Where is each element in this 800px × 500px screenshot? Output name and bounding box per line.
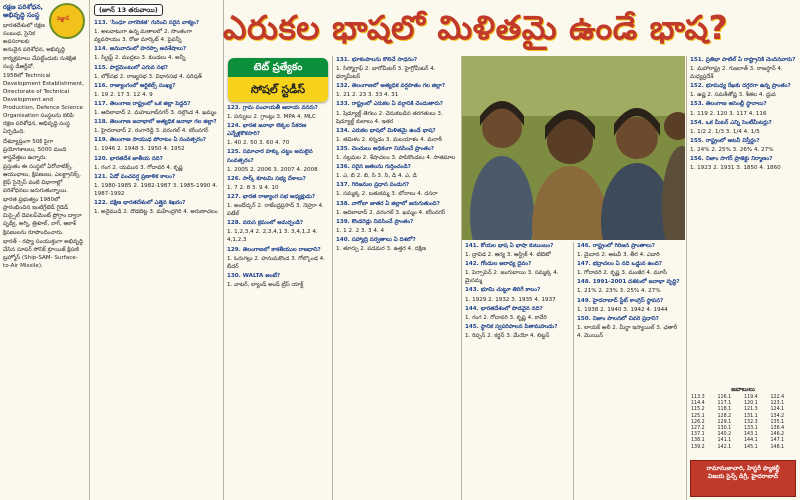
author-affiliation: విజయ సైన్స్ డిగ్రీ, హైదరాబాద్ [707,473,779,480]
question-text: 141. కోయల భాష ఏ భాషా కుటుంబం? [465,243,554,249]
answer-cell: 144.1 [744,438,758,444]
answer-cell: 116.1 [717,395,732,400]
question-options: 1. ఉష్ణ 2. సమశీతోష్ణ 3. శీతల 4. ధ్రువ [690,92,776,99]
question-text: 119. తెలంగాణ సాయుధ పోరాటం ఏ సంవత్సరం? [94,137,207,144]
continuation-chip: (జూన్ 13 తరువాయి) [94,4,163,16]
answer-cell: 145.1 [744,444,758,450]
question-text: 140. సహ్యాద్రి పర్వతాలు ఏ దిశలో? [336,236,416,243]
question-list [227,104,329,289]
question-options: 1. 40 2. 50 3. 60 4. 70 [227,140,290,147]
answer-cell: 113.3 [691,395,705,400]
question-text: 128. వరుస క్రమంలో అమర్చండి? [227,220,304,227]
side-paragraph: భారత ప్రభుత్వం 1980లో ప్రారంభించిన ఇంటిగ్రేటెడ్ గైడెడ్ మిస్సైల్ డెవలప్‌మెంట్ ప్రోగ్రాం ద్వారా పృథ్వీ, అగ్ని, త్రిశూల్, నాగ్, ఆకాశ్ క్షిపణులను రూపొందించారు. [3,197,82,236]
question-text: 114. అనువాదంలో హరప్పా అవశేషాలు? [94,46,187,53]
answer-cell: 121.3 [744,407,758,413]
questions-column-5 [462,242,572,500]
question-text: 154. ఒక మీటర్ ఎన్ని సెంటీమీటర్లు? [690,119,772,126]
question-options: 1. తమిళం 2. కన్నడం 3. మలయాళం 4. మరాఠీ [336,136,442,143]
question-options: 1. 119 2. 120 3. 117 4. 116 [690,110,767,117]
question-text: 137. గిరిజనుల ప్రధాన పండుగ? [336,182,410,189]
side-column [0,0,88,500]
tribal-women-photo [462,56,685,240]
question-text: 144. భారతదేశంలో పొడవైన నది? [465,305,543,312]
question-options: 1. పెర్సాపెన్ 2. జంగుబాయి 3. సమ్మక్క 4. మైసమ్మ [465,270,559,285]
answer-cell: 132.3 [744,419,758,425]
question-text: 142. గోండుల ఆరాధ్య దైవం? [465,261,532,268]
side-paragraph: ప్రస్తుతం ఈ సంస్థలో ఏరోనాటిక్స్, ఆయుధాలు, క్షిపణులు, ఎలక్ట్రానిక్స్, లైఫ్ సైన్సెస్ వంటి విభాగాల్లో పరిశోధనలు జరుగుతున్నాయి. [3,163,81,195]
question-text: 127. భారత రాజ్యాంగ సభ అధ్యక్షుడు? [227,193,316,200]
question-options: 1. 1929 2. 1932 3. 1935 4. 1937 [465,296,556,303]
question-options: 1. 1,2,3,4 2. 2,3,4,1 3. 3,4,1,2 4. 4,1,2,3 [227,229,318,244]
question-text: 113. 'సింధూ నాగరికత' గురించి సరైన వాక్యం? [94,20,200,27]
question-options: 1. అలవాటుగా ఉన్న మతాలలో 2. సొంతంగా వ్యవసాయం 3. రోజు మార్కెట్ 4. పైవన్నీ [94,29,192,44]
question-list [336,56,458,253]
question-text: 139. కొండరెడ్లు నివసించే ప్రాంతం? [336,218,414,225]
question-options: 1. 21% 2. 23% 3. 25% 4. 27% [577,288,661,295]
answer-cell: 125.1 [691,413,705,419]
question-options: 1. 2005 2. 2006 3. 2007 4. 2008 [227,166,318,173]
question-text: 148. 1991-2001 దశకంలో జనాభా వృద్ధి? [577,279,680,286]
questions-column-6 [574,242,686,500]
question-options: 1. 1980-1985 2. 1982-1987 3. 1985-1990 4. 1987-1992 [94,182,218,197]
question-options: 1. గంగ 2. గోదావరి 3. కృష్ణ 4. కావేరి [465,314,547,321]
questions-column-4 [333,56,461,500]
question-list [465,242,569,340]
answer-cell: 129.1 [717,419,732,425]
question-options: 1. లాయక్ అలీ 2. మీర్జా ఇస్మాయిల్ 3. ఛతారీ 4. మొయిన్ [577,324,678,339]
answer-cell: 147.1 [770,438,785,444]
answer-cell: 135.1 [770,419,785,425]
question-options: 1. సిస్మోగ్రాఫ్ 2. బారోమీటర్ 3. హైగ్రోమీటర్ 4. థర్మామీటర్ [336,66,436,81]
question-text: 126. సార్క్ కూటమి సభ్య దేశాలు? [227,175,306,182]
question-text: 155. రాష్ట్రంలో అటవీ విస్తీర్ణం? [690,137,760,144]
question-options: 1. అంబేద్కర్ 2. రాజేంద్రప్రసాద్ 3. నెహ్రూ 4. పటేల్ [227,203,324,218]
answer-cell: 117.1 [717,401,732,407]
question-text: 146. రాష్ట్రంలో గిరిజన ప్రాంతాలు? [577,243,655,249]
page-title: ఎరుకల భాషలో మిళితమై ఉండే భాష? [223,8,729,47]
question-options: 1. 1946 2. 1948 3. 1950 4. 1952 [94,146,185,153]
answer-cell: 148.1 [770,444,785,450]
question-text: 147. భద్రాచలం ఏ నది ఒడ్డున ఉంది? [577,261,663,268]
answer-cell: 126.2 [691,419,705,425]
question-text: 116. రాజ్యాంగంలో ఆర్టికల్స్ సంఖ్య? [94,82,176,89]
question-options: 1. 19 2. 17 3. 12 4. 9 [94,91,153,98]
answer-cell: 139.2 [691,444,705,450]
question-text: 132. తెలంగాణలో అత్యధిక వర్షపాతం గల జిల్లా? [336,83,446,90]
author-name: రామానుజాచారి, హిస్టరీ ఫ్యాకల్టీ [706,465,780,472]
answer-cell: 133.1 [744,426,758,432]
badge-line-1: టెట్ ప్రత్యేకం [228,58,328,77]
question-options: 1. లోక్‌సభ 2. రాజ్యసభ 3. విధానసభ 4. పరిషత్ [94,73,202,80]
question-text: 123. గ్రామ పంచాయతీ ఆదాయ వనరు? [227,105,318,111]
answer-cell: 119.4 [744,395,758,400]
answer-cell: 138.1 [691,438,705,444]
side-column-title: రక్షణ పరిశోధన, అభివృద్ధి సంస్థ [3,3,44,20]
answer-cell: 140.2 [717,432,732,438]
answer-row [690,445,796,451]
badge-line-2: సోషల్ స్టడీస్ [228,77,328,102]
question-options: 1. సమ్మక్క 2. బతుకమ్మ 3. బోనాలు 4. దసరా [336,191,438,198]
question-list [577,242,683,340]
question-text: 130. WALTA అంటే? [227,272,281,279]
question-options: 1. రిప్పన్ 2. కర్జన్ 3. మేయో 4. లిట్టన్ [465,332,550,339]
question-list [690,56,797,172]
answer-cell: 123.1 [770,401,785,407]
answer-cell: 134.2 [770,413,785,419]
question-text: 138. నాగోబా జాతర ఏ జిల్లాలో జరుగుతుంది? [336,200,440,207]
answer-cell: 115.2 [691,407,705,413]
question-text: 125. సమాచార హక్కు చట్టం అమలైన సంవత్సరం? [227,149,313,164]
question-options: 1. గోదావరి 2. కృష్ణ 3. మంజీర 4. మూసీ [577,270,667,277]
answer-cell: 146.2 [770,432,785,438]
question-text: 122. దక్షిణ భారతదేశంలో ఎత్తైన శిఖరం? [94,199,186,206]
question-options: 1. గంగ 2. యమున 3. గోదావరి 4. కృష్ణ [94,164,183,171]
answer-cell: 143.1 [744,432,758,438]
question-options: 1. 7 2. 8 3. 9 4. 10 [227,184,279,191]
question-text: 149. హైదరాబాద్ స్టేట్ కాంగ్రెస్ స్థాపన? [577,297,664,304]
answer-key-title: జవాబులు [731,386,755,393]
question-text: 115. పార్లమెంటులో ఎగువ సభ? [94,64,169,71]
question-text: 120. భారతదేశ జాతీయ నది? [94,155,163,162]
answer-cell: 130.1 [717,426,732,432]
question-text: 133. రాష్ట్రంలో ఎరుకల ఏ వర్గానికి చెందుతారు? [336,101,444,108]
answer-cell: 120.1 [744,401,758,407]
question-text: 121. ఏడో పంచవర్ష ప్రణాళిక కాలం? [94,173,176,180]
question-options: 1. ఎ, బి 2. బి, సి 3. సి, డి 4. ఎ, డి [336,173,417,180]
answer-cell: 141.1 [717,438,732,444]
questions-column-2 [90,0,222,500]
question-text: 153. తెలంగాణ అసెంబ్లీ స్థానాలు? [690,101,767,108]
question-text: 134. ఎరుకల భాషలో మిళితమై ఉండే భాష? [336,127,436,134]
question-text: 124. భారత జనాభా లెక్కల సేకరణ ఎన్నేళ్లకొకసారి? [227,123,307,138]
question-text: 136. సరైన జతలను గుర్తించండి? [336,164,411,171]
answer-cell: 127.2 [691,426,705,432]
answer-cell: 142.1 [717,444,732,450]
question-text: 118. తెలంగాణ జనాభాలో అత్యధిక జనాభా గల జిల్లా? [94,119,217,126]
question-options: 1. 1/2 2. 1/3 3. 1/4 4. 1/5 [690,128,760,135]
question-options: 1. తూర్పు 2. పడమర 3. ఉత్తర 4. దక్షిణ [336,245,427,252]
answer-cell: 131.1 [744,413,758,419]
question-options: 1. అనైముడి 2. దొడబెట్ట 3. మహేంద్రగిరి 4. అరుణాచలం [94,209,218,216]
answer-table [690,395,796,451]
question-options: 1. 1 2. 2 3. 3 4. 4 [336,227,385,234]
question-text: 150. నిజాం పాలనలో చివరి ప్రధాని? [577,315,659,322]
photo-illustration [462,56,685,240]
question-text: 151. ప్రతిభా పాటిల్ ఏ రాష్ట్రానికి చెందినవారు? [690,57,796,63]
question-options: 1. 24% 2. 25% 3. 26% 4. 27% [690,146,774,153]
answer-cell: 118.1 [717,407,732,413]
question-list [94,19,218,216]
answer-cell: 114.4 [691,401,705,407]
question-options: 1. 1938 2. 1940 3. 1942 4. 1944 [577,306,668,313]
question-options: 1. స్క్రిప్ట్ 2. ముద్రలు 3. కుండలు 4. అన్నీ [94,55,186,62]
answer-cell: 128.2 [717,413,732,419]
answer-key [690,386,796,458]
side-paragraph: 1958లో Technical Development Establishment, Directorate of Technical Development and Production, Defence Science Organisation సంస్థలను కలిపి రక్షణ పరిశోధన, అభివృద్ధి సంస్థ ఏర్పడింది. [3,72,85,136]
question-options: 1. వాటర్, ల్యాండ్ అండ్ ట్రీస్ యాక్ట్ [227,281,304,288]
logo-icon: విజ్ఞాన్ [49,3,85,39]
answer-cell: 122.4 [770,395,785,400]
side-paragraph: భారతదేశంలో రక్షణ సంబంధ, సైనిక అవసరాలకు అనువైన పరిశోధన, అభివృద్ధి కార్యక్రమాలు చేపట్టేందుకు సుశిక్షిత సంస్థ డీఆర్డీవో. [3,23,77,70]
question-text: 143. భూమి చుట్టూ తిరిగే కాలం? [465,287,541,294]
question-options: 1. షెడ్యూల్డ్ తెగలు 2. వెనుకబడిన తరగతులు 3. షెడ్యూల్డ్ కులాలు 4. ఇతర [336,110,443,125]
question-text: 135. చెంచులు అధికంగా నివసించే ప్రాంతం? [336,145,434,152]
question-options: 1. ద్రావిడ 2. ఆర్య 3. ఆస్ట్రిక్ 4. టిబెటో [465,252,551,259]
question-options: 1. 21 2. 23 3. 33 4. 31 [336,92,399,99]
question-options: 1. మహారాష్ట్ర 2. గుజరాత్ 3. రాజస్థాన్ 4. మధ్యప్రదేశ్ [690,66,783,81]
section-badge [228,58,328,102]
answer-cell: 136.4 [770,426,785,432]
answer-cell: 124.1 [770,407,785,413]
question-options: 1. 1923 2. 1931 3. 1850 4. 1860 [690,165,781,172]
side-paragraph: భారత్ - రష్యా సంయుక్తంగా అభివృద్ధి చేసిన సూపర్ సోనిక్ క్రూయిజ్ క్షిపణి బ్రహ్మోస్ (Ship-SAM- Surface-to-Air Missile). [3,238,83,269]
question-options: 1. ఆదిలాబాద్ 2. వరంగల్ 3. ఖమ్మం 4. కరీంనగర్ [336,209,446,216]
question-options: 1. మైదాన 2. అటవీ 3. తీర 4. ఎడారి [577,252,660,259]
question-options: 1. నల్లమల 2. శేషాచలం 3. పాపికొండలు 4. సాతమాల [336,155,456,162]
question-options: 1. ఆదిలాబాద్ 2. మహబూబ్‌నగర్ 3. నల్గొండ 4. ఖమ్మం [94,110,217,117]
question-text: 145. స్థానిక స్వపరిపాలన పితామహుడు? [465,323,558,330]
question-text: 131. భూకంపాలను కొలిచే సాధనం? [336,57,418,63]
question-text: 152. భూమధ్య రేఖకు దగ్గరగా ఉన్న ప్రాంతం? [690,83,791,90]
questions-column-3 [224,104,332,500]
side-paragraph: దేశవ్యాప్తంగా 50కి పైగా ప్రయోగశాలలు, 5000 మంది శాస్త్రవేత్తలు ఉన్నారు. [3,138,67,161]
question-options: 1. హైదరాబాద్ 2. రంగారెడ్డి 3. వరంగల్ 4. కరీంనగర్ [94,128,209,135]
answer-cell: 137.1 [691,432,705,438]
question-text: 117. తెలంగాణ రాష్ట్రంలో ఒక జిల్లా పెద్దది? [94,100,191,107]
author-credit [690,460,796,497]
question-text: 129. తెలంగాణలో కాకతీయుల రాజధాని? [227,246,321,253]
question-options: 1. పన్నులు 2. గ్రాంట్లు 3. MPA 4. MLC [227,114,316,121]
question-text: 156. నిజాం సాగర్ ప్రాజెక్టు నిర్మాణం? [690,156,773,163]
question-options: 1. ఓరుగల్లు 2. హనుమకొండ 3. గోల్కొండ 4. బీదర్ [227,255,325,270]
questions-column-7 [687,56,800,384]
